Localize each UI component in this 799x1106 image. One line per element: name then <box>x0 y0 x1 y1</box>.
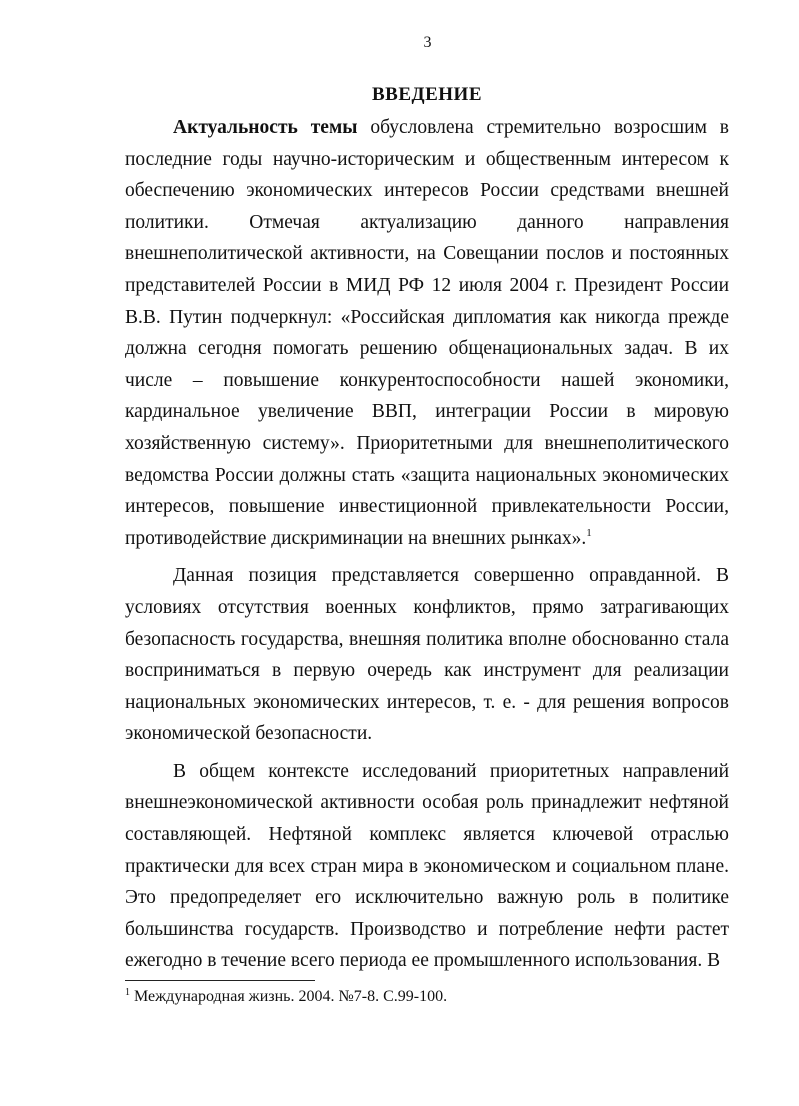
page-title: ВВЕДЕНИЕ <box>372 84 482 105</box>
page-number: 3 <box>423 34 432 51</box>
footnote <box>125 986 729 1008</box>
footnote-divider <box>125 980 315 981</box>
paragraph-relevance <box>125 112 729 554</box>
paragraph-text: обусловлена стремительно возросшим в последние годы научно-историческим и общественным интересом к обеспечению экономических интересов России средствами внешней политики. Отмечая актуализацию данного направления внешнеполитической активности, на Совещании послов и постоянных представителей России в МИД РФ 12 июля 2004 г. Президент России В.В. Путин подчеркнул: «Российская дипломатия как никогда прежде должна сегодня помогать решению общенациональных задач. В их числе – повышение конкурентоспособности нашей экономики, кардинальное увеличение ВВП, интеграции России в мировую хозяйственную систему». Приоритетными для внешнеполитического ведомства России должны стать «защита национальных экономических интересов, повышение инвестиционной привлекательности России, противодействие дискриминации на внешних рынках». <box>125 117 729 549</box>
footnote-text: Международная жизнь. 2004. №7-8. С.99-100. <box>130 988 448 1005</box>
paragraph-text: Данная позиция представляется совершенно оправданной. В условиях отсутствия военных конфликтов, прямо затрагивающих безопасность государства, внешняя политика вполне обоснованно стала восприниматься в первую очередь как инструмент для реализации национальных экономических интересов, т. е. - для решения вопросов экономической безопасности. <box>125 565 729 745</box>
paragraph-oil-sector <box>125 756 729 977</box>
footnote-mark: 1 <box>125 987 130 998</box>
footnote-reference: 1 <box>586 526 592 539</box>
paragraph-text: В общем контексте исследований приоритетных направлений внешнеэкономической активности особая роль принадлежит нефтяной составляющей. Нефтяной комплекс является ключевой отраслью практически для всех стран мира в экономическом и социальном плане. Это предопределяет его исключительно важную роль в политике большинства государств. Производство и потребление нефти растет ежегодно в течение всего периода ее промышленного использования. В <box>125 760 729 972</box>
document-body <box>125 112 729 977</box>
paragraph-position <box>125 560 729 750</box>
paragraph-lead: Актуальность темы <box>173 117 358 138</box>
